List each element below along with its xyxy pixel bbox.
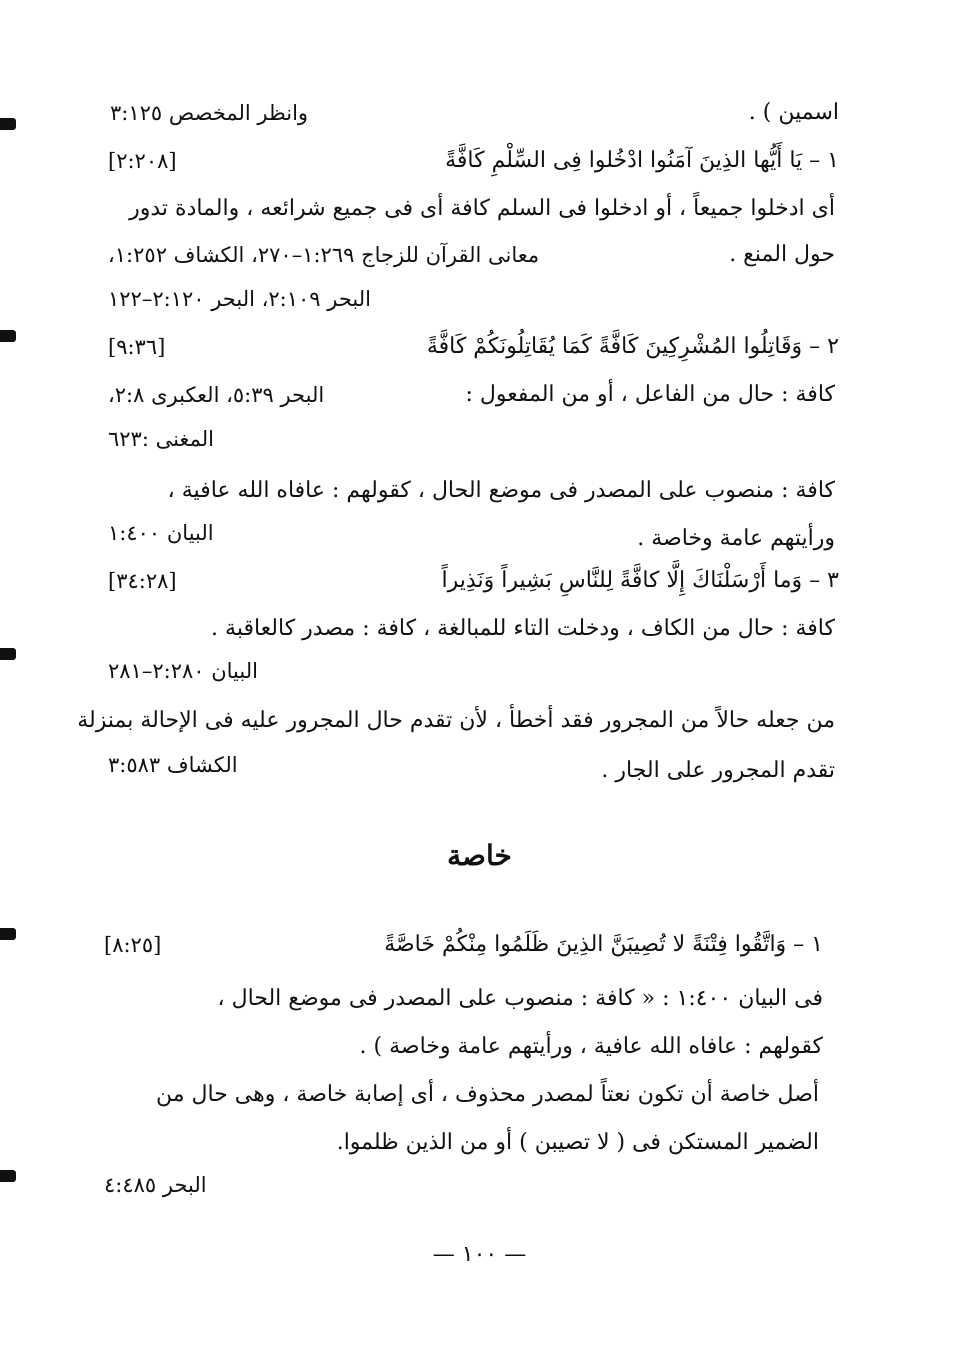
verse-reference: [٣٤:٢٨] [108, 569, 177, 593]
commentary-line: كقولهم : عافاه الله عافية ، ورأيتهم عامة وخاصة ) . [359, 1034, 823, 1059]
commentary-line: كافة : منصوب على المصدر فى موضع الحال ، كقولهم : عافاه الله عافية ، [167, 478, 835, 503]
margin-mark [0, 1170, 16, 1182]
commentary-line: ورأيتهم عامة وخاصة . [637, 526, 835, 551]
quran-verse: ١ – وَاتَّقُوا فِتْنَةً لا تُصِيبَنَّ الذِينَ ظَلَمُوا مِنْكُمْ خَاصَّةً [384, 932, 823, 957]
verse-reference: [٨:٢٥] [104, 933, 162, 957]
margin-mark [0, 330, 16, 342]
quran-verse: ١ – يَا أَيُّها الذِينَ آمَنُوا ادْخُلوا فِى السِّلْمِ كَافَّةً [445, 148, 839, 173]
reference: البحر ٢:١٠٩، البحر ٢:١٢٠–١٢٢ [108, 287, 371, 311]
verse-reference: [٢:٢٠٨] [108, 149, 177, 173]
commentary-line: حول المنع . [729, 242, 835, 267]
text-line: اسمين ) . [748, 100, 839, 125]
margin-mark [0, 118, 16, 130]
commentary-line: تقدم المجرور على الجار . [601, 758, 835, 783]
commentary-line: كافة : حال من الكاف ، ودخلت التاء للمبالغة ، كافة : مصدر كالعاقبة . [211, 616, 835, 641]
reference: معانى القرآن للزجاج ١:٢٦٩–٢٧٠، الكشاف ١:٢٥٢، [108, 243, 540, 267]
reference: الكشاف ٣:٥٨٣ [108, 753, 238, 777]
reference: وانظر المخصص ٣:١٢٥ [110, 101, 309, 125]
reference: المغنى :٦٢٣ [108, 427, 214, 451]
commentary-line: كافة : حال من الفاعل ، أو من المفعول : [465, 382, 835, 407]
reference: البيان ٢:٢٨٠–٢٨١ [108, 659, 258, 683]
reference: البيان ١:٤٠٠ [108, 521, 214, 545]
margin-mark [0, 648, 16, 660]
verse-reference: [٩:٣٦] [108, 335, 166, 359]
page-number: — ١٠٠ — [432, 1242, 527, 1267]
quran-verse: ٢ – وَقَاتِلُوا المُشْرِكِينَ كَافَّةً كَمَا يُقَاتِلُونَكُمْ كَافَّةً [426, 334, 839, 359]
commentary-line: الضمير المستكن فى ( لا تصيبن ) أو من الذين ظلموا. [336, 1130, 819, 1155]
margin-mark [0, 928, 16, 940]
reference: البحر ٤:٤٨٥ [104, 1173, 207, 1197]
reference: البحر ٥:٣٩، العكبرى ٢:٨، [108, 383, 325, 407]
commentary-line: من جعله حالاً من المجرور فقد أخطأ ، لأن تقدم حال المجرور عليه فى الإحالة بمنزلة [77, 708, 835, 733]
commentary-line: أى ادخلوا جميعاً ، أو ادخلوا فى السلم كافة أى فى جميع شرائعه ، والمادة تدور [129, 196, 835, 221]
commentary-line: فى البيان ١:٤٠٠ : « كافة : منصوب على المصدر فى موضع الحال ، [217, 986, 823, 1011]
section-heading: خاصة [447, 839, 512, 872]
commentary-line: أصل خاصة أن تكون نعتاً لمصدر محذوف ، أى إصابة خاصة ، وهى حال من [155, 1082, 819, 1107]
quran-verse: ٣ – وَما أَرْسَلْنَاكَ إِلَّا كافَّةً لِلنَّاسِ بَشِيراً وَنَذِيراً [441, 568, 839, 593]
